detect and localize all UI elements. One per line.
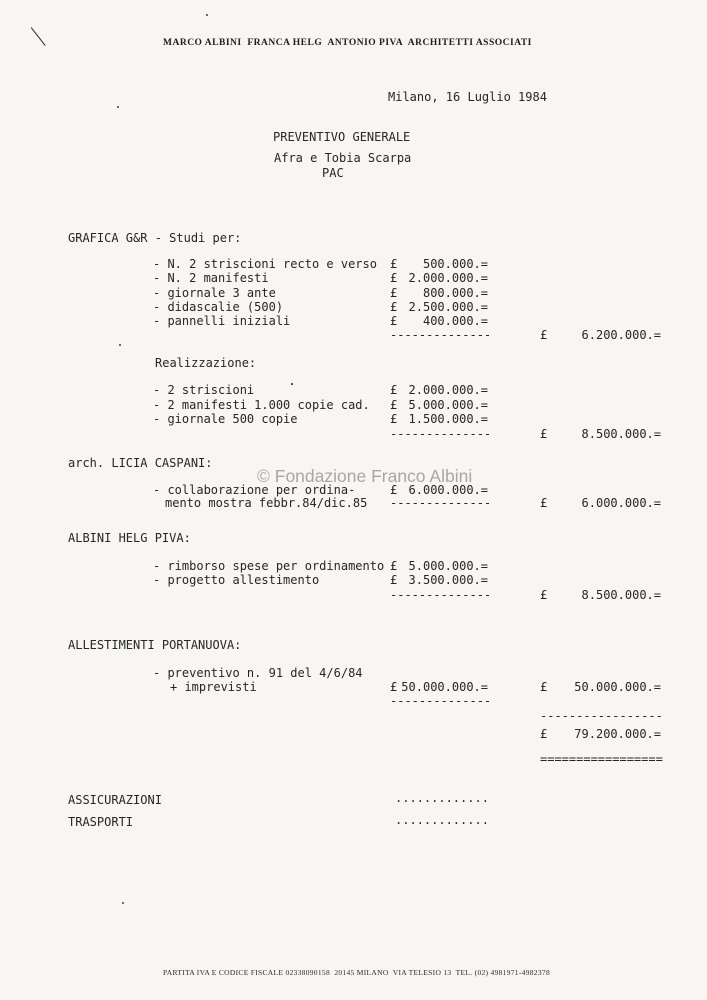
extra-item-label: ASSICURAZIONI — [68, 793, 162, 807]
currency-symbol: £ — [540, 328, 548, 342]
subtotal-rule: -------------- — [390, 328, 492, 342]
currency-symbol: £ — [390, 286, 398, 300]
line-item-amount: 2.000.000.= — [408, 271, 488, 285]
line-item-label: - giornale 3 ante — [153, 286, 276, 300]
line-item-label-continuation: mento mostra febbr.84/dic.85 — [165, 496, 368, 510]
extra-item-blank: ............. — [395, 813, 489, 827]
currency-symbol: £ — [390, 314, 398, 328]
footer: PARTITA IVA E CODICE FISCALE 02338090158 20145 MILANO VIA TELESIO 13 TEL. (02) 4981971-4982378 — [163, 968, 551, 977]
section-total: 50.000.000.= — [574, 680, 661, 694]
client-name: Afra e Tobia Scarpa — [274, 151, 412, 165]
letterhead: MARCO ALBINI FRANCA HELG ANTONIO PIVA ARCHITETTI ASSOCIATI — [163, 38, 532, 48]
currency-symbol: £ — [390, 300, 398, 314]
line-item-amount: 5.000.000.= — [408, 398, 488, 412]
line-item-label: + imprevisti — [170, 680, 257, 694]
watermark: © Fondazione Franco Albini — [257, 466, 473, 486]
currency-symbol: £ — [540, 727, 548, 741]
section-total: 8.500.000.= — [581, 427, 661, 441]
grand-total: 79.200.000.= — [574, 727, 661, 741]
line-item-label: - giornale 500 copie — [153, 412, 298, 426]
line-item-label: - pannelli iniziali — [153, 314, 291, 328]
subtotal-rule: -------------- — [390, 496, 492, 510]
currency-symbol: £ — [390, 271, 398, 285]
section-heading-albini-helg-piva: ALBINI HELG PIVA: — [68, 531, 191, 545]
ink-speck — [122, 902, 124, 904]
subtotal-rule: -------------- — [390, 588, 492, 602]
line-item-amount: 5.000.000.= — [408, 559, 488, 573]
line-item-amount: 3.500.000.= — [408, 573, 488, 587]
line-item-amount: 2.000.000.= — [408, 383, 488, 397]
document-title: PREVENTIVO GENERALE — [273, 130, 411, 144]
line-item-label: - preventivo n. 91 del 4/6/84 — [153, 666, 363, 680]
line-item-amount: 400.000.= — [422, 314, 488, 328]
double-rule: ================= — [540, 752, 663, 766]
currency-symbol: £ — [390, 257, 398, 271]
ink-speck — [119, 344, 121, 346]
section-total: 6.000.000.= — [581, 496, 661, 510]
ink-speck — [291, 383, 293, 385]
ink-speck — [117, 106, 119, 108]
line-item-label: - 2 striscioni — [153, 383, 255, 397]
line-item-label: - N. 2 manifesti — [153, 271, 269, 285]
venue-name: PAC — [322, 166, 344, 180]
currency-symbol: £ — [390, 559, 398, 573]
line-item-amount: 2.500.000.= — [408, 300, 488, 314]
currency-symbol: £ — [540, 427, 548, 441]
line-item-label: - progetto allestimento — [153, 573, 320, 587]
currency-symbol: £ — [540, 680, 548, 694]
line-item-label: - collaborazione per ordina- — [153, 483, 356, 497]
line-item-amount: 800.000.= — [422, 286, 488, 300]
section-heading-caspani: arch. LICIA CASPANI: — [68, 456, 213, 470]
section-heading-grafica: GRAFICA G&R - Studi per: — [68, 231, 242, 245]
currency-symbol: £ — [540, 496, 548, 510]
subtotal-rule: -------------- — [390, 427, 492, 441]
ink-speck — [206, 14, 208, 16]
extra-item-blank: ............. — [395, 791, 489, 805]
subtotal-rule: -------------- — [390, 694, 492, 708]
line-item-label: - 2 manifesti 1.000 copie cad. — [153, 398, 370, 412]
line-item-label: - didascalie (500) — [153, 300, 284, 314]
pen-mark — [30, 27, 45, 46]
total-rule: ----------------- — [540, 709, 663, 723]
section-total: 8.500.000.= — [581, 588, 661, 602]
extra-item-label: TRASPORTI — [68, 815, 134, 829]
currency-symbol: £ — [390, 483, 398, 497]
line-item-label: - rimborso spese per ordinamento — [153, 559, 385, 573]
date-line: Milano, 16 Luglio 1984 — [388, 90, 547, 104]
currency-symbol: £ — [390, 398, 398, 412]
currency-symbol: £ — [390, 680, 398, 694]
section-heading-portanuova: ALLESTIMENTI PORTANUOVA: — [68, 638, 242, 652]
currency-symbol: £ — [390, 573, 398, 587]
subsection-heading-realizzazione: Realizzazione: — [155, 356, 257, 370]
line-item-amount: 500.000.= — [422, 257, 488, 271]
line-item-amount: 1.500.000.= — [408, 412, 488, 426]
line-item-amount: 6.000.000.= — [408, 483, 488, 497]
line-item-label: - N. 2 striscioni recto e verso — [153, 257, 377, 271]
currency-symbol: £ — [390, 383, 398, 397]
line-item-amount: 50.000.000.= — [401, 680, 488, 694]
section-total: 6.200.000.= — [581, 328, 661, 342]
currency-symbol: £ — [540, 588, 548, 602]
currency-symbol: £ — [390, 412, 398, 426]
